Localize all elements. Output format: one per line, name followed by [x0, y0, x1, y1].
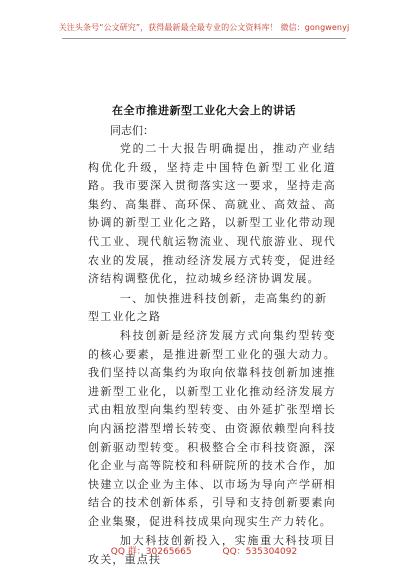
section-heading-1: 一、加快推进科技创新，走高集约的新型工业化之路: [88, 291, 328, 324]
header-divider: [62, 38, 346, 39]
paragraph-section-1: 科技创新是经济发展方式向集约型转变的核心要素，是推进新型工业化的强大动力。我们坚持以高集约为取向依靠科技创新加速推进新型工业化，以新型工业化推动经济发展方式由粗放型向集约型转变、由外延扩张型增长向内涵挖潜型增长转变、由资源依赖型向科技创新驱动型转变。积极整合全市科技资源，深化企业与高等院校和科研院所的技术合作，加快建立以企业为主体、以市场为导向产学研相结合的技术创新体系，引导和支持创新要素向企业集聚，促进科技成果向现实生产力转化。: [88, 328, 336, 528]
document-title: 在全市推进新型工业化大会上的讲话: [112, 104, 296, 117]
footer-qq-group: QQ 群：30265665: [110, 547, 192, 557]
footer-qq: QQ：535304092: [222, 547, 298, 557]
paragraph-continued: 加大科技创新投入，实施重大科技项目攻关，重点扶: [88, 534, 336, 567]
document-body: [88, 140, 336, 570]
salutation: 同志们：: [110, 124, 154, 137]
header-promo-text: 关注头条号“公文研究”，获得最新最全最专业的公文资料库！ 微信：gongwenyj: [58, 23, 350, 32]
paragraph-intro: 党的二十大报告明确提出，推动产业结构优化升级，坚持走中国特色新型工业化道路。我市要深入贯彻落实这一要求，坚持走高集约、高集群、高环保、高就业、高效益、高协调的新型工业化之路，以新型工业化带动现代工业、现代航运物流业、现代旅游业、现代农业的发展，推动经济发展方式转变，促进经济结构调整优化，拉动城乡经济协调发展。: [88, 142, 336, 286]
footer-contact: [0, 544, 408, 557]
